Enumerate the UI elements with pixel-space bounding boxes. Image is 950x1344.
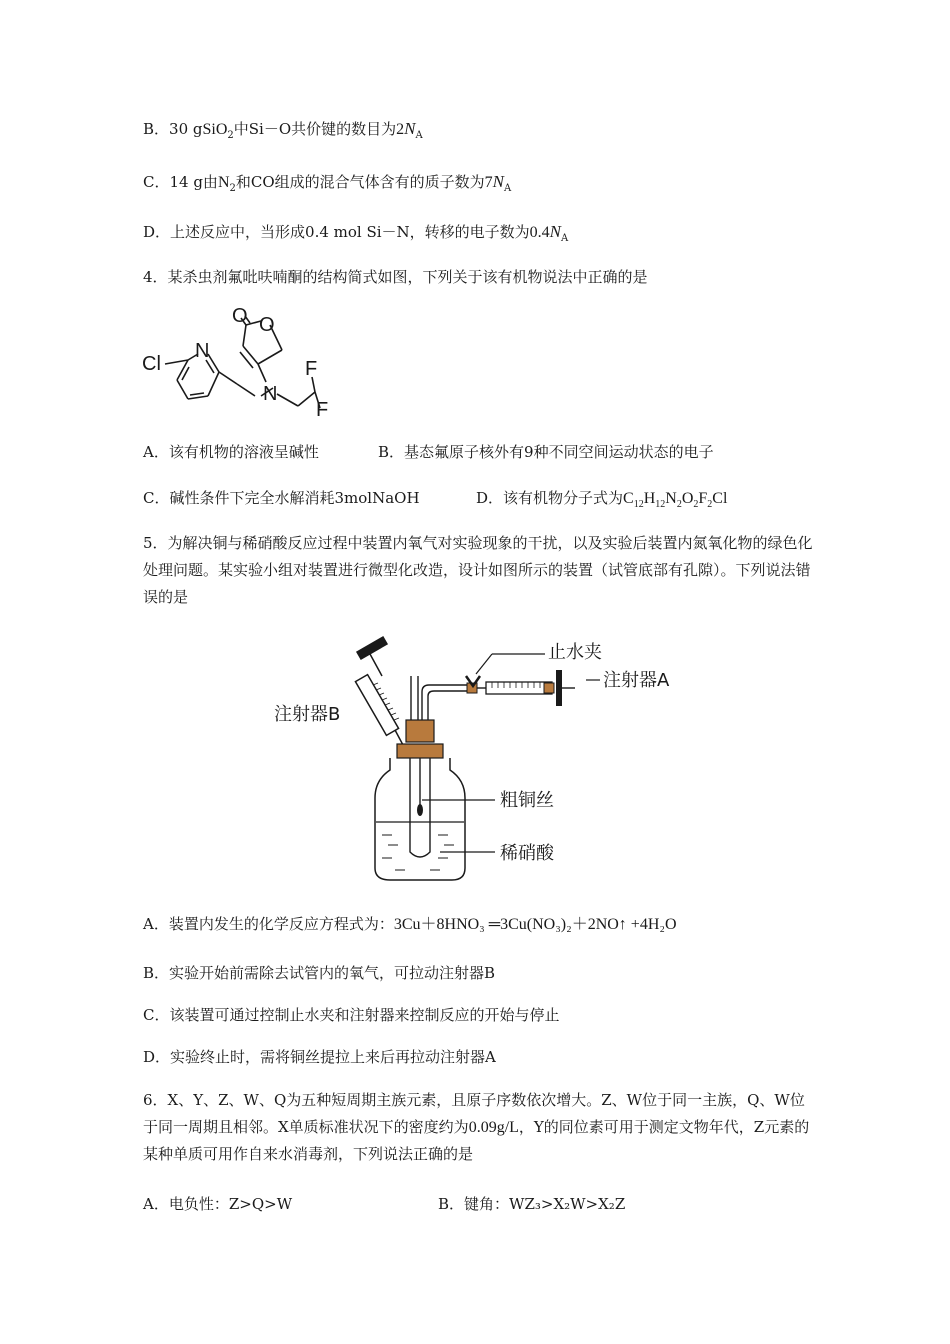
q6-option-a: A．电负性：Z>Q>W <box>143 1195 293 1213</box>
q3-c-formula: N <box>217 174 230 191</box>
atom-n-amine: N <box>263 383 278 405</box>
q5-option-c: C．该装置可通过控制止水夹和注射器来控制反应的开始与停止 <box>143 1006 560 1024</box>
label-syringe-b: 注射器B <box>274 704 341 725</box>
syringe-a-barrel <box>486 682 552 694</box>
q3-c-avogadro: N <box>492 172 504 191</box>
top-stopper <box>406 720 434 742</box>
label-nitric-acid: 稀硝酸 <box>500 843 554 864</box>
q6-stem-part-a: 6．X、Y、Z、W、Q为五种短周期主族元素，且原子序数依次增大。Z、W位于同一主族，Q、W位于同一周期且相邻。X单质标准状况下的密度约为 <box>143 1091 805 1136</box>
q4-d-text: D．该有机物分子式为 <box>476 489 624 507</box>
syringe-a-plunger <box>556 670 562 706</box>
formula-h: H <box>643 490 656 507</box>
q3-b-prefix: B．30 g <box>143 120 203 138</box>
q6-stem <box>143 1087 813 1168</box>
atom-f1: F <box>305 358 318 380</box>
q3-b-avogadro-sub: A <box>415 130 423 141</box>
q6-option-b: B．键角：WZ₃>X₂W>X₂Z <box>438 1195 626 1213</box>
q3-c-prefix: C．14 g由 <box>143 173 218 191</box>
q4-option-b: B．基态氟原子核外有9种不同空间运动状态的电子 <box>378 443 714 461</box>
q3-c-text: 和CO组成的混合气体含有的质子数为 <box>235 173 485 191</box>
formula-f-count: 2 <box>707 499 713 511</box>
q3-b-value: 2 <box>396 121 405 138</box>
formula-c: C <box>623 490 634 507</box>
atom-n-ring: N <box>195 340 210 362</box>
q3-d-value: 0.4 <box>529 224 550 241</box>
q4-d-formula <box>623 490 728 511</box>
q5-option-a <box>143 912 677 937</box>
formula-o: O <box>681 490 694 507</box>
q4-option-d <box>476 486 727 517</box>
q3-b-text: 中Si－O共价键的数目为 <box>233 120 397 138</box>
formula-f: F <box>698 490 708 507</box>
q5-a-equation: 3Cu＋8HNO₃ ═3Cu(NO₃)₂＋2NO↑ +4H₂O <box>393 916 677 933</box>
label-copper-wire: 粗铜丝 <box>500 790 554 811</box>
formula-n-count: 2 <box>676 499 682 511</box>
atom-o-ring: O <box>259 314 275 336</box>
q3-option-b <box>143 117 423 148</box>
q4-option-a: A．该有机物的溶液呈碱性 <box>143 443 319 461</box>
q3-d-avogadro: N <box>549 222 562 241</box>
q6-density-value: 0.09g/L <box>468 1119 519 1136</box>
q6-stem-part-b: ，Y的同位素可用于测定文物年代，Z元素的某种单质可用作自来水消毒剂，下列说法正确的是 <box>143 1118 810 1163</box>
atom-o-carbonyl: O <box>232 305 248 327</box>
q3-c-value: 7 <box>484 174 493 191</box>
q3-d-text: D．上述反应中，当形成0.4 mol Si－N，转移的电子数为 <box>143 223 530 241</box>
bottle-stopper <box>397 744 443 758</box>
q4-structure-diagram <box>140 300 360 425</box>
formula-n: N <box>665 490 677 507</box>
q5-a-text: A．装置内发生的化学反应方程式为： <box>143 915 394 933</box>
atom-cl: Cl <box>142 353 161 375</box>
q5-option-b: B．实验开始前需除去试管内的氧气，可拉动注射器B <box>143 964 496 982</box>
pyridine-ring <box>165 354 255 399</box>
copper-wire-end <box>417 804 423 816</box>
q3-option-c <box>143 170 511 201</box>
label-syringe-a: 注射器A <box>603 670 670 691</box>
q3-option-d <box>143 220 568 251</box>
q5-stem: 5．为解决铜与稀硝酸反应过程中装置内氧气对实验现象的干扰，以及实验后装置内氮氧化物的绿色化处理问题。某实验小组对装置进行微型化改造，设计如图所示的装置（试管底部有孔隙）。下列说法错误的是 <box>143 534 813 606</box>
q3-b-formula: SiO <box>202 121 228 138</box>
q3-b-formula-sub: 2 <box>227 130 234 141</box>
glass-tubes <box>410 676 467 857</box>
formula-cl: Cl <box>712 490 728 507</box>
label-clamp: 止水夹 <box>548 642 602 663</box>
q3-b-avogadro: N <box>404 119 416 138</box>
formula-c-count: 12 <box>633 499 644 511</box>
formula-o-count: 2 <box>693 499 699 511</box>
q5-option-d: D．实验终止时，需将铜丝提拉上来后再拉动注射器A <box>143 1048 496 1066</box>
q3-c-avogadro-sub: A <box>504 183 512 194</box>
q3-d-avogadro-sub: A <box>561 233 569 244</box>
atom-f2: F <box>316 399 329 421</box>
formula-h-count: 12 <box>655 499 666 511</box>
q4-stem: 4．某杀虫剂氟吡呋喃酮的结构简式如图，下列关于该有机物说法中正确的是 <box>143 268 648 286</box>
q5-apparatus-diagram <box>270 630 690 890</box>
q4-option-c: C．碱性条件下完全水解消耗3molNaOH <box>143 489 420 507</box>
q3-c-formula-sub: 2 <box>229 183 236 194</box>
syringe-b <box>355 637 403 745</box>
